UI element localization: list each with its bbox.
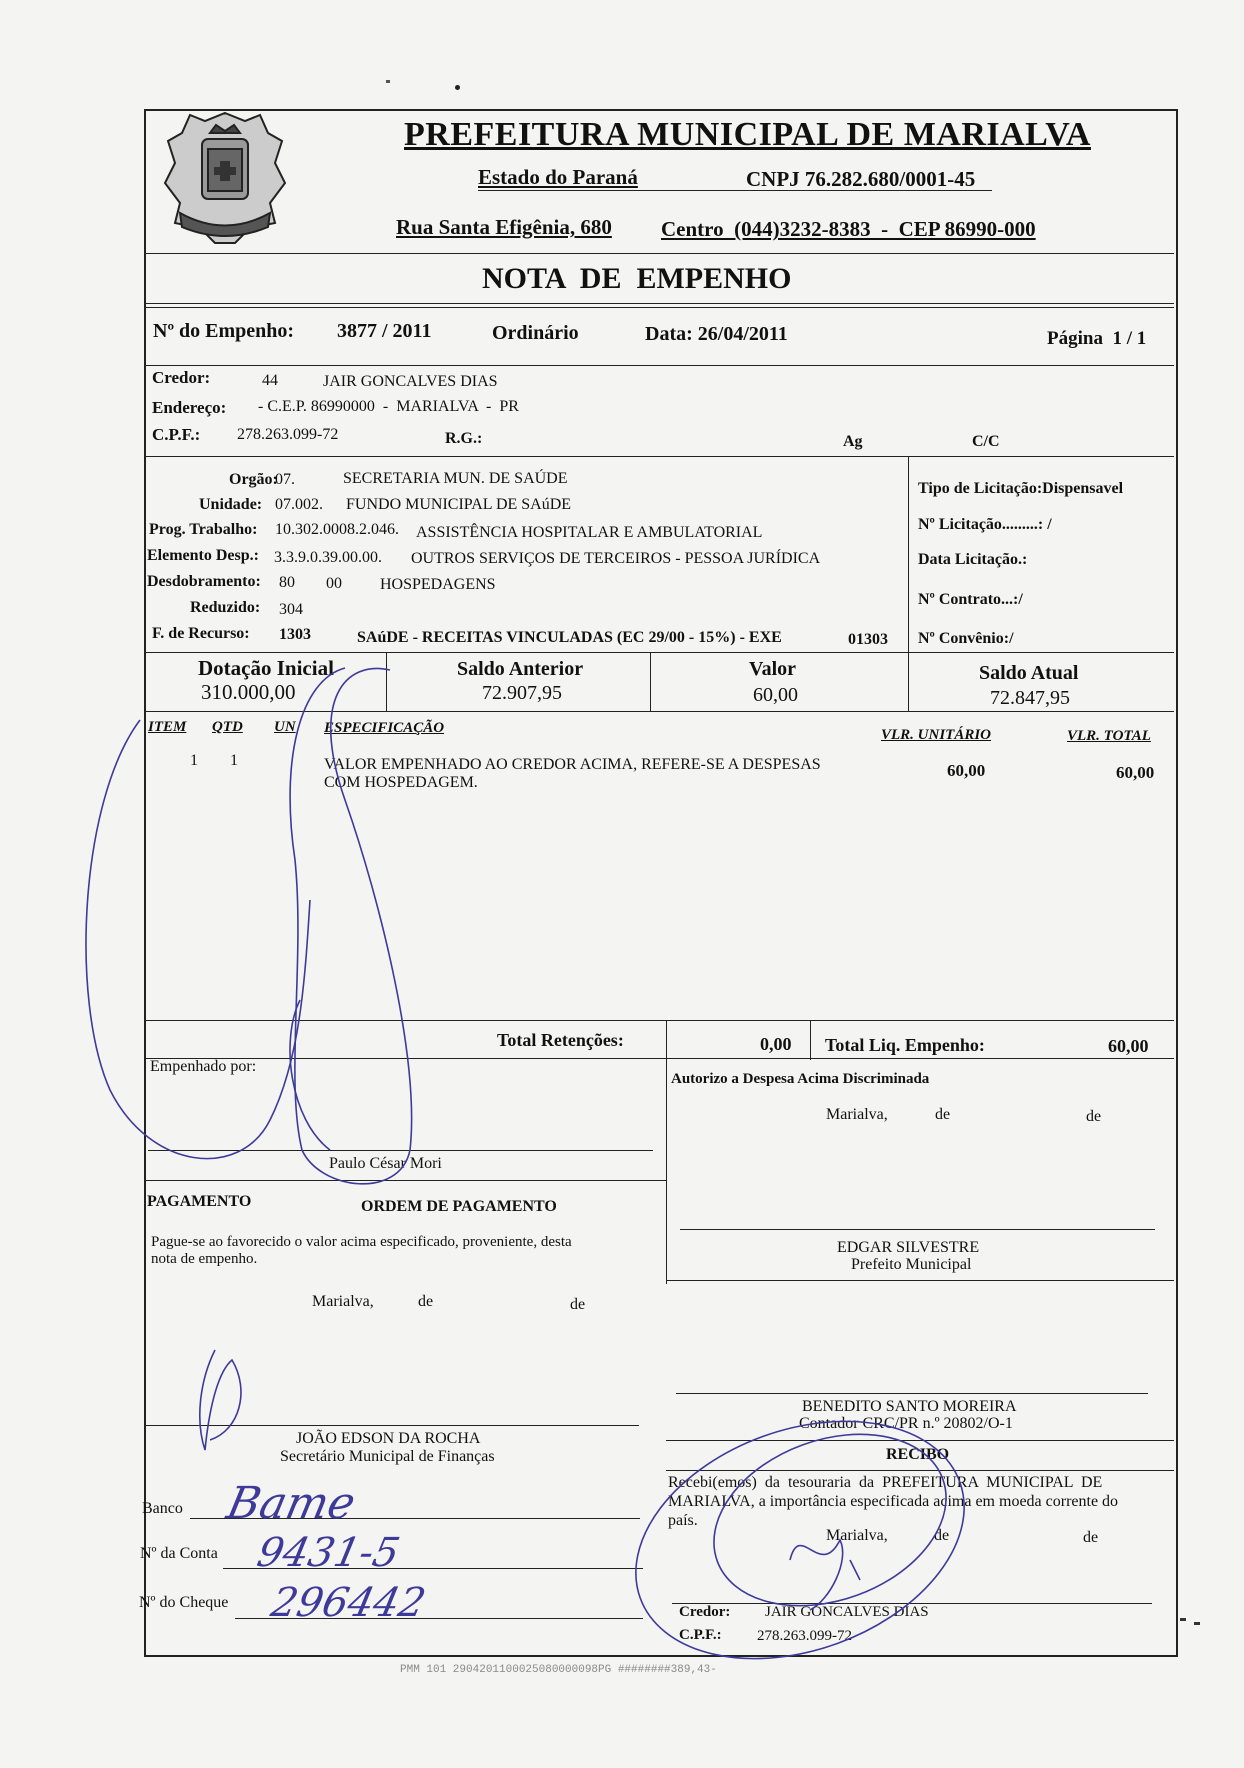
saldo-anterior-label: Saldo Anterior <box>457 658 584 680</box>
elemento-code: 3.3.9.0.39.00.00. <box>274 549 382 566</box>
recibo-title: RECIBO <box>886 1446 950 1463</box>
recibo-credor-value: JAIR GONCALVES DIAS <box>765 1604 929 1620</box>
empenhado-name: Paulo César Mori <box>329 1155 442 1172</box>
col-vlr-unitario: VLR. UNITÁRIO <box>881 727 992 743</box>
recibo-marialva: Marialva, <box>826 1527 888 1544</box>
contrato-licitacao: Nº Contrato...:/ <box>918 591 1023 608</box>
col-item: ITEM <box>148 719 187 735</box>
ordem-pagamento-label: ORDEM DE PAGAMENTO <box>361 1198 557 1215</box>
pagamento-label: PAGAMENTO <box>147 1193 252 1210</box>
liq-empenho-value: 60,00 <box>1108 1036 1149 1056</box>
empenho-date: Data: 26/04/2011 <box>645 323 788 345</box>
prog-name: ASSISTÊNCIA HOSPITALAR E AMBULATORIAL <box>416 524 763 541</box>
banco-label: Banco <box>142 1500 183 1517</box>
col-qtd: QTD <box>212 719 243 735</box>
recibo-text-line1: Recebi(emos) da tesouraria da PREFEITURA MUNICIPAL DE <box>668 1474 1103 1491</box>
pagamento-de1: de <box>418 1293 434 1310</box>
numero-licitacao: Nº Licitação.........: / <box>918 516 1052 533</box>
fonte-code: 1303 <box>279 626 311 643</box>
row-qtd: 1 <box>230 752 238 769</box>
prefeito-role: Prefeito Municipal <box>851 1256 972 1273</box>
tipo-licitacao: Tipo de Licitação:Dispensavel <box>918 480 1124 497</box>
row-vlr-unitario: 60,00 <box>947 761 986 780</box>
credor-name: JAIR GONCALVES DIAS <box>323 373 498 390</box>
dotacao-value: 310.000,00 <box>201 680 296 704</box>
pagamento-text-line1: Pague-se ao favorecido o valor acima especificado, proveniente, desta <box>151 1234 572 1250</box>
row-desc-line1: VALOR EMPENHADO AO CREDOR ACIMA, REFERE-SE A DESPESAS <box>324 756 821 773</box>
recibo-credor-label: Credor: <box>679 1604 731 1620</box>
elemento-label: Elemento Desp.: <box>147 547 259 564</box>
row-item: 1 <box>190 752 198 769</box>
fonte-label: F. de Recurso: <box>152 625 250 642</box>
address-contact: Centro (044)3232-8383 - CEP 86990-000 <box>661 217 1036 241</box>
fonte-code2: 01303 <box>848 631 888 648</box>
recibo-text-line3: país. <box>668 1512 698 1529</box>
cpf-label: C.P.F.: <box>152 425 201 444</box>
stray-mark <box>1180 1618 1186 1621</box>
reduzido-value: 304 <box>279 601 303 618</box>
orgao-name: SECRETARIA MUN. DE SAÚDE <box>343 470 568 487</box>
cpf-value: 278.263.099-72 <box>237 426 339 443</box>
pagamento-de2: de <box>570 1296 586 1313</box>
rg-label: R.G.: <box>445 430 483 447</box>
reduzido-label: Reduzido: <box>190 599 261 616</box>
col-vlr-total: VLR. TOTAL <box>1067 728 1151 744</box>
autorizo-marialva: Marialva, <box>826 1106 888 1123</box>
col-especificacao: ESPECIFICAÇÃO <box>324 720 445 736</box>
document-title: NOTA DE EMPENHO <box>482 262 792 295</box>
recibo-text-line2: MARIALVA, a importância especificada acima em moeda corrente do <box>668 1493 1119 1510</box>
col-un: UN <box>274 719 296 735</box>
data-licitacao: Data Licitação.: <box>918 551 1028 568</box>
conta-handwritten: 9431-5 <box>253 1530 404 1576</box>
desdobramento-code2: 00 <box>326 575 342 592</box>
address-label: Rua Santa Efigênia, 680 <box>396 215 612 239</box>
row-desc-line2: COM HOSPEDAGEM. <box>324 774 478 791</box>
pagamento-text-line2: nota de empenho. <box>151 1251 258 1267</box>
retencoes-label: Total Retenções: <box>497 1030 624 1050</box>
banco-handwritten: Bame <box>222 1478 360 1529</box>
prog-label: Prog. Trabalho: <box>149 521 258 538</box>
empenho-type: Ordinário <box>492 322 579 344</box>
autorizo-de1: de <box>935 1106 951 1123</box>
recibo-de1: de <box>934 1527 950 1544</box>
cnpj-label: CNPJ 76.282.680/0001-45 <box>746 167 976 191</box>
credor-code: 44 <box>262 372 278 389</box>
unidade-name: FUNDO MUNICIPAL DE SAúDE <box>346 496 572 513</box>
endereco-label: Endereço: <box>152 398 227 417</box>
convenio-licitacao: Nº Convênio:/ <box>918 630 1014 647</box>
cheque-handwritten: 296442 <box>267 1580 430 1626</box>
orgao-code: 07. <box>275 471 295 488</box>
autorizo-label: Autorizo a Despesa Acima Discriminada <box>671 1071 930 1087</box>
prefeito-name: EDGAR SILVESTRE <box>837 1239 980 1256</box>
recibo-de2: de <box>1083 1529 1099 1546</box>
row-vlr-total: 60,00 <box>1116 763 1155 782</box>
state-label: Estado do Paraná <box>478 165 638 189</box>
secretario-name: JOÃO EDSON DA ROCHA <box>296 1430 481 1447</box>
retencoes-value: 0,00 <box>760 1034 792 1054</box>
contador-name: BENEDITO SANTO MOREIRA <box>802 1398 1017 1415</box>
saldo-atual-value: 72.847,95 <box>990 687 1070 709</box>
orgao-label: Orgão: <box>229 471 278 488</box>
valor-label: Valor <box>749 658 797 680</box>
fonte-name: SAúDE - RECEITAS VINCULADAS (EC 29/00 - 15%) - EXE <box>357 629 782 646</box>
recibo-cpf-value: 278.263.099-72 <box>757 1628 852 1644</box>
empenho-number: 3877 / 2011 <box>337 320 432 342</box>
dotacao-label: Dotação Inicial <box>198 656 334 680</box>
valor-value: 60,00 <box>753 684 798 706</box>
stray-mark <box>1194 1622 1200 1625</box>
page-title: PREFEITURA MUNICIPAL DE MARIALVA <box>404 116 1091 153</box>
empenho-label: Nº do Empenho: <box>153 320 295 342</box>
credor-label: Credor: <box>152 368 211 387</box>
empenhado-label: Empenhado por: <box>150 1058 257 1075</box>
footer-print-code: PMM 101 2904201100025080000098PG ########389,43- <box>400 1664 717 1676</box>
autorizo-de2: de <box>1086 1108 1102 1125</box>
liq-empenho-label: Total Liq. Empenho: <box>825 1035 985 1055</box>
desdobramento-code1: 80 <box>279 574 295 591</box>
contador-role: Contador CRC/PR n.º 20802/O-1 <box>799 1415 1013 1432</box>
cheque-label: Nº do Cheque <box>139 1594 229 1611</box>
saldo-atual-label: Saldo Atual <box>979 662 1079 684</box>
recibo-cpf-label: C.P.F.: <box>679 1627 722 1643</box>
page-number: Página 1 / 1 <box>1047 328 1147 349</box>
cc-label: C/C <box>972 433 1000 450</box>
conta-label: Nº da Conta <box>140 1545 218 1562</box>
endereco-value: - C.E.P. 86990000 - MARIALVA - PR <box>258 398 519 415</box>
ag-label: Ag <box>843 433 863 450</box>
elemento-name: OUTROS SERVIÇOS DE TERCEIROS - PESSOA JURÍDICA <box>411 550 821 567</box>
unidade-label: Unidade: <box>199 496 263 513</box>
desdobramento-name: HOSPEDAGENS <box>380 576 496 593</box>
prog-code: 10.302.0008.2.046. <box>275 521 399 538</box>
desdobramento-label: Desdobramento: <box>147 573 261 590</box>
secretario-role: Secretário Municipal de Finanças <box>280 1448 495 1465</box>
saldo-anterior-value: 72.907,95 <box>482 682 562 704</box>
pagamento-marialva: Marialva, <box>312 1293 374 1310</box>
unidade-code: 07.002. <box>275 496 323 513</box>
